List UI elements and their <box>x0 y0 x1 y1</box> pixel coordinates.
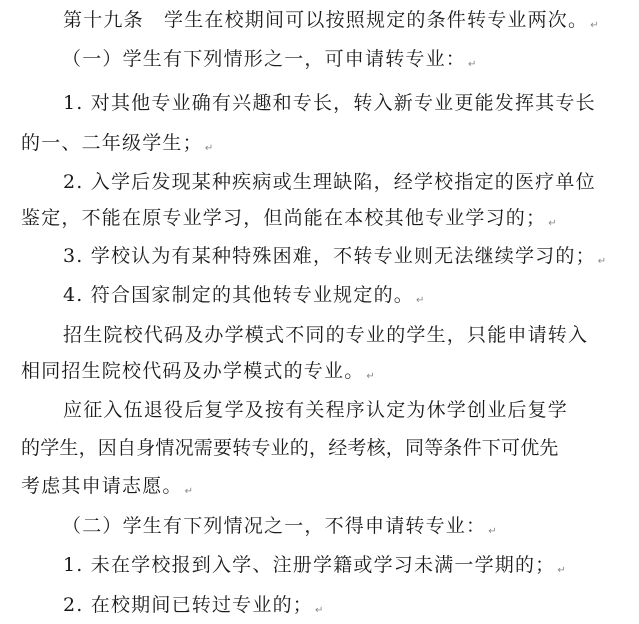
paragraph-mark-icon: ↵ <box>468 59 477 70</box>
restriction-item-2: 2. 在校期间已转过专业的； ↵ <box>63 594 324 616</box>
paragraph-mark-icon: ↵ <box>548 218 557 229</box>
paragraph-mark-icon: ↵ <box>597 256 607 267</box>
paragraph-mark-icon: ↵ <box>204 143 214 154</box>
item-4: 4. 符合国家制定的其他转专业规定的。 ↵ <box>63 284 425 306</box>
paragraph-mark-icon: ↵ <box>314 605 324 616</box>
veteran-paragraph-line-2: 的学生，因自身情况需要转专业的，经考核，同等条件下可优先 <box>21 437 559 459</box>
item-1-line-1: 1. 对其他专业确有兴趣和专长，转入新专业更能发挥其专长 <box>63 92 596 114</box>
section-1-heading: （一）学生有下列情形之一，可申请转专业： ↵ <box>62 48 477 70</box>
veteran-paragraph-line-3: 考虑其申请志愿。 ↵ <box>21 475 193 497</box>
item-1-line-2: 的一、二年级学生； ↵ <box>21 132 214 154</box>
item-2-line-2: 鉴定，不能在原专业学习，但尚能在本校其他专业学习的； ↵ <box>21 207 557 229</box>
school-code-paragraph-line-1: 招生院校代码及办学模式不同的专业的学生，只能申请转入 <box>63 324 589 346</box>
school-code-paragraph-line-2: 相同招生院校代码及办学模式的专业。 ↵ <box>21 360 375 382</box>
paragraph-mark-icon: ↵ <box>415 295 425 306</box>
restriction-item-1: 1. 未在学校报到入学、注册学籍或学习未满一学期的； ↵ <box>63 554 566 576</box>
paragraph-mark-icon: ↵ <box>366 371 375 382</box>
item-3: 3. 学校认为有某种特殊困难，不转专业则无法继续学习的； ↵ <box>63 245 607 267</box>
article-19-heading: 第十九条 学生在校期间可以按照规定的条件转专业两次。 ↵ <box>63 9 599 31</box>
paragraph-mark-icon: ↵ <box>184 486 193 497</box>
item-2-line-1: 2. 入学后发现某种疾病或生理缺陷，经学校指定的医疗单位 <box>63 171 596 193</box>
paragraph-mark-icon: ↵ <box>488 526 497 537</box>
veteran-paragraph-line-1: 应征入伍退役后复学及按有关程序认定为休学创业后复学 <box>63 399 569 421</box>
paragraph-mark-icon: ↵ <box>557 565 566 576</box>
paragraph-mark-icon: ↵ <box>590 20 599 31</box>
section-2-heading: （二）学生有下列情况之一，不得申请转专业： ↵ <box>62 515 497 537</box>
